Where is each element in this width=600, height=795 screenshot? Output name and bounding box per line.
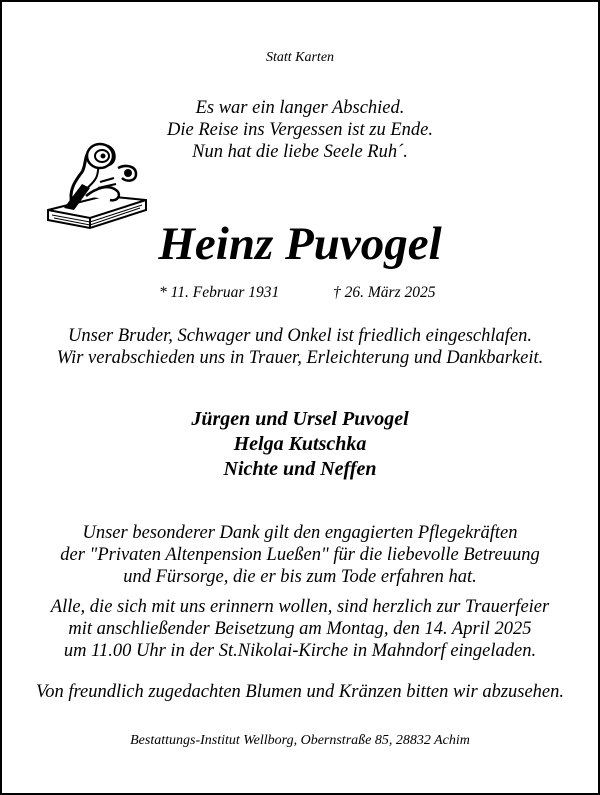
mourner-1: Jürgen und Ursel Puvogel [191, 408, 409, 430]
deceased-name: Heinz Puvogel [158, 218, 442, 270]
mourner-3: Nichte und Neffen [223, 458, 377, 480]
funeral-home: Bestattungs-Institut Wellborg, Obernstraße 85, 28832 Achim [130, 733, 470, 748]
poem-line-1: Es war ein langer Abschied. [195, 98, 405, 118]
poem-line-2: Die Reise ins Vergessen ist zu Ende. [167, 120, 433, 140]
poem-line-3: Nun hat die liebe Seele Ruh´. [192, 142, 408, 162]
thanks-line-2: der "Privaten Altenpension Lueßen" für die liebevolle Betreuung [60, 545, 540, 565]
announcement-line-1: Unser Bruder, Schwager und Onkel ist friedlich eingeschlafen. [68, 326, 532, 346]
statt-karten: Statt Karten [265, 50, 335, 65]
invitation-line-3: um 11.00 Uhr in der St.Nikolai-Kirche in Mahndorf eingeladen. [63, 641, 537, 661]
birth-date: * 11. Februar 1931 [159, 284, 280, 301]
invitation-line-1: Alle, die sich mit uns erinnern wollen, sind herzlich zur Trauerfeier [50, 597, 550, 617]
thanks-line-1: Unser besonderer Dank gilt den engagierten Pflegekräften [82, 523, 518, 543]
invitation-line-2: mit anschließender Beisetzung am Montag, den 14. April 2025 [68, 619, 532, 639]
announcement-line-2: Wir verabschieden uns in Trauer, Erleichterung und Dankbarkeit. [56, 348, 544, 368]
thanks-line-3: und Fürsorge, die er bis zum Tode erfahren hat. [123, 567, 477, 587]
mourner-2: Helga Kutschka [233, 433, 367, 455]
flowers-note: Von freundlich zugedachten Blumen und Kränzen bitten wir abzusehen. [35, 682, 565, 702]
death-date: † 26. März 2025 [333, 284, 436, 301]
